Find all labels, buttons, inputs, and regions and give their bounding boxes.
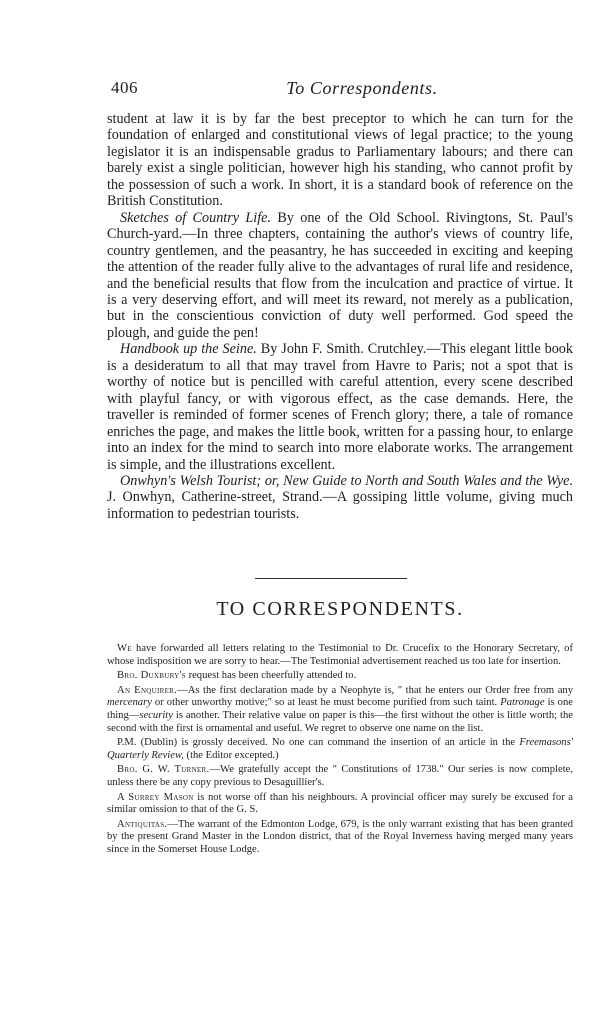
notice-text: is not worse off than his neighbours. A provincial officer may surely be excused for a similar omission to that of the G. S. [107, 791, 573, 816]
section-title: TO CORRESPONDENTS. [216, 598, 464, 620]
review-text: By one of the Old School. Rivingtons, St. Paul's Church-yard.—In three chapters, containing the author's views of country life, country gentlemen, and the peasantry, he has succeeded in exciting and keeping the attention of the reader fully alive to the advantages of rural life and residence, and the beneficial results that flow from the inculcation and practice of virtue. It is a very deserving effort, and will meet its reward, not merely as a publication, but in the conscientious conviction of duty well performed. God speed the plough, and guide the pen! [107, 209, 573, 341]
review-paragraph: student at law it is by far the best preceptor to which he can turn for the foundation of enlarged and constitutional views of legal practice; to the young legislator it is an indispensable gradus to Parliamentary labours; and there can barely exist a single politician, however high his standing, who cannot profit by the possession of such a work. In short, it is a standard book of reference on the British Constitution. [107, 111, 573, 210]
book-title: Onwhyn's Welsh Tourist; or, New Guide to North and South Wales and the Wye. [120, 472, 573, 489]
correspondents-notices [107, 643, 573, 859]
review-text: By John F. Smith. Crutchley.—This elegant little book is a desideratum to all that may travel from Havre to Paris; not a spot that is worthy of notice but is pencilled with careful attention, every scene described with playful fancy, or with vigorous effect, as the case demands. Here, the traveller is reminded of former scenes of French glory; there, a tale of romance enriches the page, and makes the little book, written for a passing hour, to enlarge into an index for the mind to search into more elaborate works. The arrangement is simple, and the illustrations excellent. [107, 341, 573, 473]
book-title: Handbook up the Seine. [120, 341, 257, 358]
notice-emphasis: mercenary [107, 697, 152, 709]
notice-lead: Bro. Duxbury's [117, 670, 186, 682]
running-header [111, 78, 573, 100]
page-number: 406 [111, 78, 138, 97]
notice-text: have forwarded all letters relating to the Testimonial to Dr. Crucefix to the Honorary Secretary, of whose indisposition we are sorry to hear.—The Testimonial advertisement reached us too late for insertion. [107, 643, 573, 667]
notice-lead: Antiquitas. [117, 818, 168, 830]
notice-text: (the Editor excepted.) [183, 749, 279, 761]
notice-lead: Bro. G. W. Turner. [117, 764, 210, 776]
notice-paragraph [107, 737, 573, 762]
notice-lead: P.M. (Dublin) [117, 737, 178, 749]
review-paragraph [107, 473, 573, 522]
notice-paragraph [107, 819, 573, 857]
notice-paragraph [107, 685, 573, 735]
notice-paragraph [107, 792, 573, 817]
section-divider [255, 578, 407, 579]
review-text: J. Onwhyn, Catherine-street, Strand.—A gossiping little volume, giving much information to pedestrian tourists. [107, 489, 573, 522]
notice-emphasis: Patronage [500, 697, 545, 709]
notice-lead: We [117, 643, 132, 654]
notice-lead: A Surrey Mason [117, 791, 194, 803]
notice-text: request has been cheerfully attended to. [185, 670, 357, 682]
notice-paragraph [107, 643, 573, 668]
notice-text: is another. Their relative value on paper is this—the first without the other is little worth; the second with the first is ornamental and useful. We regret to observe one name on the list. [107, 709, 573, 734]
notice-text: or other unworthy motive;" so at least he must become purified from such taint. [151, 697, 501, 709]
notice-text: —We gratefully accept the " Constitutions of 1738." Our series is now complete, unless there be any copy previous to Desaguillier's. [107, 764, 573, 788]
notice-paragraph [107, 764, 573, 789]
notice-paragraph [107, 670, 573, 683]
notice-text: —The warrant of the Edmonton Lodge, 679, is the only warrant existing that has been granted by the present Grand Master in the London district, that of the Royal Inverness having merged many years since in the Somerset House Lodge. [107, 818, 573, 855]
notice-emphasis: Freemasons' Quarterly Review, [107, 737, 573, 761]
notice-text: is one thing— [107, 697, 573, 721]
review-paragraph [107, 341, 573, 473]
notice-lead: An Enquirer. [117, 684, 178, 696]
reviews-section [107, 111, 573, 522]
running-title: To Correspondents. [286, 78, 438, 98]
notice-text: is grossly deceived. No one can command the insertion of an article in the [177, 737, 520, 749]
book-title: Sketches of Country Life. [120, 209, 272, 226]
notice-text: —As the first declaration made by a Neophyte is, " that he enters our Order free from any [177, 684, 573, 696]
notice-emphasis: security [139, 709, 173, 721]
review-paragraph [107, 210, 573, 342]
